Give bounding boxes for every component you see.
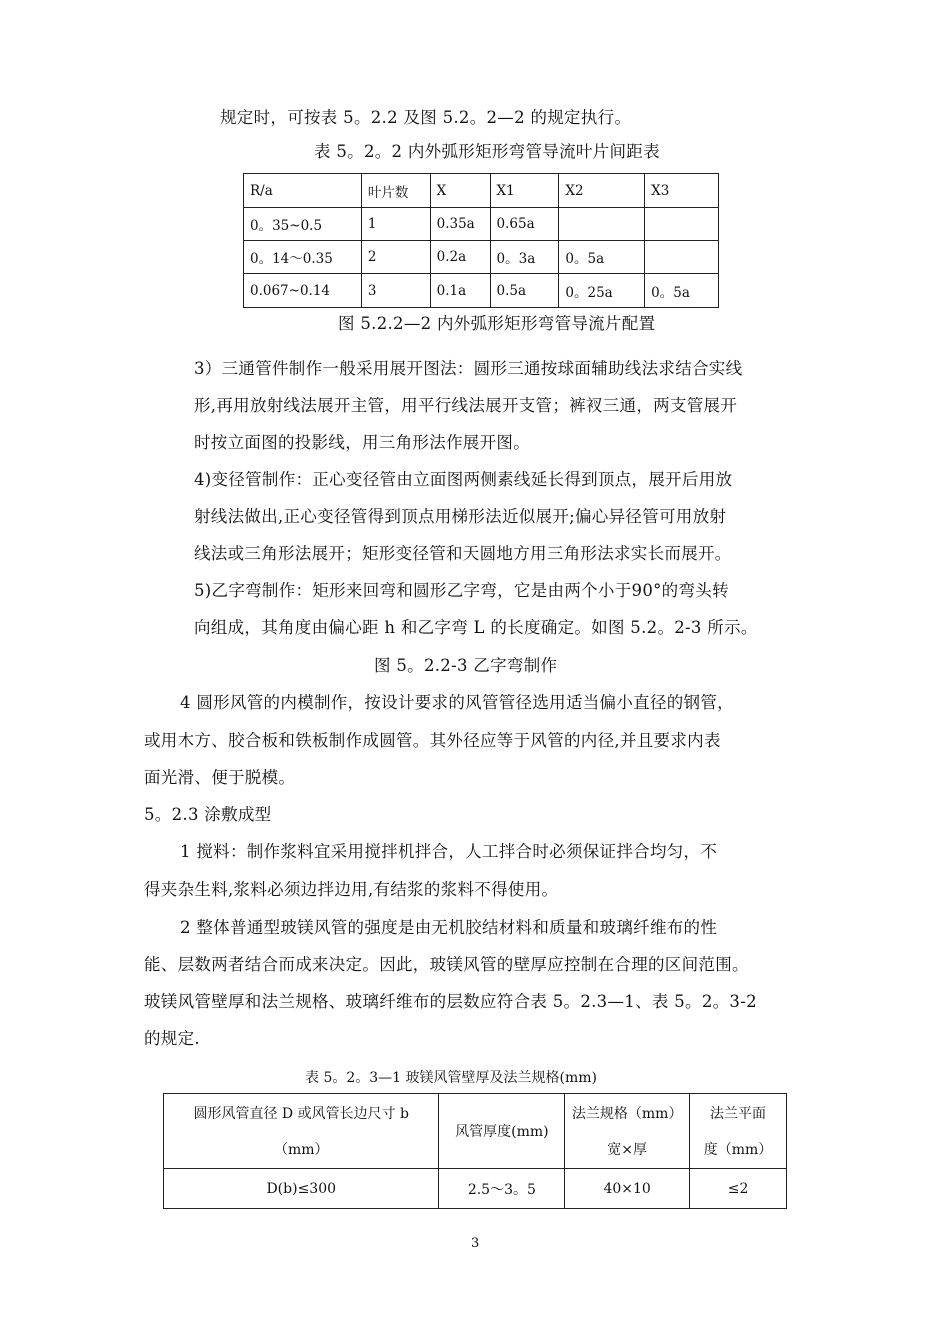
paragraph-reducer-line2: 射线法做出,正心变径管得到顶点用梯形法近似展开;偏心异径管可用放射 — [194, 507, 727, 526]
table2-cell: 2.5～3。5 — [439, 1169, 565, 1209]
table1-cell: 0。25a — [559, 274, 645, 308]
table2-header-thickness: 风管厚度(mm) — [439, 1094, 565, 1169]
section-heading-523: 5。2.3 涂敷成型 — [144, 805, 272, 824]
item1-line2: 得夹杂生料,浆料必须边拌边用,有结浆的浆料不得使用。 — [144, 880, 559, 899]
table1-cell: 2 — [361, 241, 430, 274]
table2-cell: D(b)≤300 — [164, 1169, 439, 1209]
paragraph-reducer-line3: 线法或三角形法展开；矩形变径管和天圆地方用三角形法求实长而展开。 — [194, 544, 732, 563]
table1-caption: 表 5。2。2 内外弧形矩形弯管导流叶片间距表 — [314, 142, 660, 161]
table-row — [244, 274, 719, 308]
table2-header-flatness-line1: 法兰平面 — [710, 1106, 767, 1122]
table2-header-flange-line1: 法兰规格（mm） — [571, 1106, 683, 1122]
table-row — [244, 241, 719, 274]
table-row — [164, 1169, 787, 1209]
table1-cell: 0.1a — [430, 274, 490, 308]
page-number: 3 — [471, 1236, 480, 1251]
paragraph-offset-line1: 5)乙字弯制作：矩形来回弯和圆形乙字弯，它是由两个小于90°的弯头转 — [194, 581, 729, 600]
table2-cell: ≤2 — [690, 1169, 787, 1209]
table1-cell: 0。35~0.5 — [244, 208, 362, 241]
paragraph-tee-line2: 形,再用放射线法展开主管，用平行线法展开支管；裤衩三通，两支管展开 — [194, 396, 738, 415]
table1-header-cell: X1 — [490, 174, 559, 208]
item1-line1: 1 搅料：制作浆料宜采用搅拌机拌合，人工拌合时必须保证拌合均匀，不 — [180, 842, 718, 861]
table2-header-flange — [565, 1094, 690, 1169]
item2-line4: 的规定. — [144, 1029, 200, 1048]
table2-header-row — [164, 1094, 787, 1169]
paragraph-reducer-line1: 4)变径管制作：正心变径管由立面图两侧素线延长得到顶点，展开后用放 — [194, 470, 733, 489]
table2-header-diameter-line1: 圆形风管直径 D 或风管长边尺寸 b — [193, 1106, 410, 1122]
table1-cell: 0.35a — [430, 208, 490, 241]
table-row — [244, 208, 719, 241]
table1-cell: 0。5a — [559, 241, 645, 274]
table1-header-cell: R/a — [244, 174, 362, 208]
section4-line2: 或用木方、胶合板和铁板制作成圆管。其外径应等于风管的内径,并且要求内表 — [144, 731, 721, 750]
table1-header-cell: X — [430, 174, 490, 208]
figure-caption-blade-config: 图 5.2.2—2 内外弧形矩形弯管导流片配置 — [338, 314, 656, 333]
table1-cell: 0.2a — [430, 241, 490, 274]
table1-cell — [559, 208, 645, 241]
paragraph-tee-line1: 3）三通管件制作一般采用展开图法：圆形三通按球面辅助线法求结合实线 — [194, 359, 743, 378]
table2-cell: 40×10 — [565, 1169, 690, 1209]
table1-header-cell: 叶片数 — [361, 174, 430, 208]
table2-header-flange-line2: 宽×厚 — [607, 1142, 648, 1158]
table2-header-flatness — [690, 1094, 787, 1169]
item2-line1: 2 整体普通型玻镁风管的强度是由无机胶结材料和质量和玻璃纤维布的性 — [180, 918, 718, 937]
table1-cell — [645, 208, 719, 241]
table-blade-spacing — [243, 173, 719, 308]
table1-cell: 0.5a — [490, 274, 559, 308]
table1-cell: 0.65a — [490, 208, 559, 241]
table1-cell: 0。3a — [490, 241, 559, 274]
table1-cell: 0。5a — [645, 274, 719, 308]
table1-cell: 1 — [361, 208, 430, 241]
table2-header-diameter-line2: （mm） — [273, 1142, 329, 1158]
table1-cell: 0。14～0.35 — [244, 241, 362, 274]
section4-line3: 面光滑、便于脱模。 — [144, 768, 296, 787]
table2-header-diameter — [164, 1094, 439, 1169]
table2-caption: 表 5。2。3—1 玻镁风管壁厚及法兰规格(mm) — [305, 1070, 598, 1086]
paragraph-offset-line2: 向组成，其角度由偏心距 h 和乙字弯 L 的长度确定。如图 5.2。2-3 所示。 — [194, 618, 758, 637]
table1-cell: 3 — [361, 274, 430, 308]
table-wall-thickness — [163, 1093, 787, 1209]
table1-header-row — [244, 174, 719, 208]
table1-cell — [645, 241, 719, 274]
table2-header-flatness-line2: 度（mm） — [703, 1142, 773, 1158]
item2-line3: 玻镁风管壁厚和法兰规格、玻璃纤维布的层数应符合表 5。2.3—1、表 5。2。3-2 — [144, 992, 757, 1011]
intro-tail-line: 规定时，可按表 5。2.2 及图 5.2。2—2 的规定执行。 — [220, 108, 632, 127]
table1-cell: 0.067~0.14 — [244, 274, 362, 308]
paragraph-tee-line3: 时按立面图的投影线，用三角形法作展开图。 — [194, 433, 530, 452]
section4-line1: 4 圆形风管的内模制作，按设计要求的风管管径选用适当偏小直径的钢管， — [180, 693, 734, 712]
item2-line2: 能、层数两者结合而成来决定。因此，玻镁风管的壁厚应控制在合理的区间范围。 — [144, 955, 749, 974]
table1-header-cell: X2 — [559, 174, 645, 208]
table1-header-cell: X3 — [645, 174, 719, 208]
figure-caption-offset: 图 5。2.2-3 乙字弯制作 — [374, 656, 558, 675]
